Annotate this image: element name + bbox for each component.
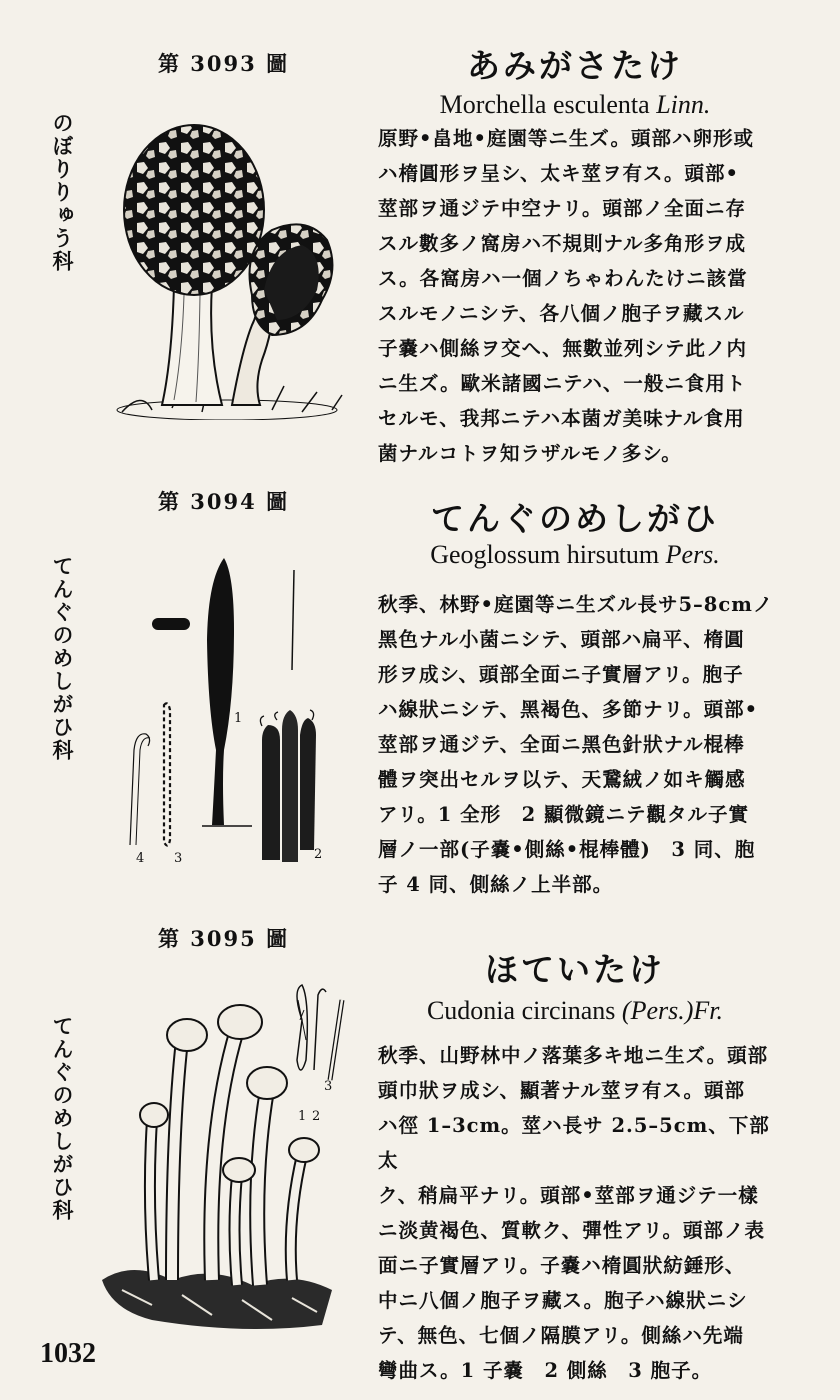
- description-3094: [378, 587, 780, 902]
- desc-line: 層ノ一部(子嚢•側絲•棍棒體) 3 同、胞: [378, 838, 756, 861]
- family-label-3093: のぼりりゅう科: [50, 112, 75, 273]
- desc-line: ニ生ズ。歐米諸國ニテハ、一般ニ食用ト: [378, 372, 747, 395]
- figure-label-3: 3: [324, 1079, 333, 1094]
- desc-line: 子 4 同、側絲ノ上半部。: [378, 873, 614, 896]
- geoglossum-illustration: [112, 550, 352, 870]
- sci-genus-species: Geoglossum hirsutum: [430, 540, 660, 569]
- figure-number-3094: 第 3094 圖: [158, 489, 290, 514]
- desc-line: ハ線狀ニシテ、黑褐色、多節ナリ。頭部•: [378, 698, 759, 721]
- description-3093: [378, 121, 780, 471]
- desc-line: ク、稍扁平ナリ。頭部•莖部ヲ通ジテ一樣: [378, 1184, 759, 1207]
- figure-label-2: 2: [312, 1109, 321, 1124]
- desc-line: 頭巾狀ヲ成シ、顯著ナル莖ヲ有ス。頭部: [378, 1079, 746, 1102]
- description-3095: [378, 1038, 780, 1388]
- entry-title-3094: てんぐのめしがひ: [431, 499, 719, 538]
- cudonia-illustration: [92, 980, 352, 1340]
- desc-line: 子嚢ハ側絲ヲ交ヘ、無數並列シテ此ノ内: [378, 337, 748, 360]
- desc-line: アリ。1 全形 2 顯微鏡ニテ觀タル子實: [378, 803, 749, 826]
- entry-title-3095: ほていたけ: [485, 950, 665, 989]
- desc-line: 莖部ヲ通ジテ、全面ニ黑色針狀ナル棍棒: [378, 733, 745, 756]
- page-number: 1032: [40, 1338, 96, 1369]
- figure-label-3: 3: [174, 851, 183, 866]
- morchella-illustration: [112, 120, 352, 420]
- desc-line: 面ニ子實層アリ。子嚢ハ楕圓狀紡錘形、: [378, 1254, 746, 1277]
- desc-line: スル數多ノ窩房ハ不規則ナル多角形ヲ成: [378, 232, 747, 255]
- scientific-name-3095: [355, 996, 795, 1026]
- desc-line: 莖部ヲ通ジテ中空ナリ。頭部ノ全面ニ存: [378, 197, 747, 220]
- desc-line: ス。各窩房ハ一個ノちゃわんたけニ該當: [378, 267, 748, 290]
- figure-label-1: 1: [298, 1109, 307, 1124]
- sci-author: (Pers.)Fr.: [621, 996, 724, 1025]
- figure-label-4: 4: [136, 851, 145, 866]
- desc-line: ニ淡黄褐色、質軟ク、彈性アリ。頭部ノ表: [378, 1219, 765, 1242]
- sci-author: Linn.: [656, 90, 711, 119]
- desc-line: セルモ、我邦ニテハ本菌ガ美味ナル食用: [378, 407, 745, 430]
- desc-line: スルモノニシテ、各八個ノ胞子ヲ藏スル: [378, 302, 745, 325]
- figure-number-3093: 第 3093 圖: [158, 51, 290, 76]
- scientific-name-3094: [355, 540, 795, 570]
- desc-line: 形ヲ成シ、頭部全面ニ子實層アリ。胞子: [378, 663, 744, 686]
- desc-line: 彎曲ス。1 子嚢 2 側絲 3 胞子。: [378, 1359, 713, 1382]
- figure-label-2: 2: [314, 847, 323, 862]
- sci-genus-species: Cudonia circinans: [426, 996, 616, 1025]
- desc-line: テ、無色、七個ノ隔膜アリ。側絲ハ先端: [378, 1324, 744, 1347]
- desc-line: ハ徑 1–3cm。莖ハ長サ 2.5–5cm、下部太: [378, 1114, 770, 1172]
- family-label-3095: てんぐのめしがひ科: [50, 1015, 75, 1222]
- desc-line: 中ニ八個ノ胞子ヲ藏ス。胞子ハ線狀ニシ: [378, 1289, 748, 1312]
- desc-line: 原野•畠地•庭園等ニ生ズ。頭部ハ卵形或: [378, 127, 755, 150]
- sci-genus-species: Morchella esculenta: [439, 90, 650, 119]
- desc-line: 秋季、林野•庭園等ニ生ズル長サ5–8cmノ: [378, 593, 774, 616]
- sci-author: Pers.: [665, 540, 720, 569]
- scientific-name-3093: [355, 90, 795, 120]
- desc-line: 菌ナルコトヲ知ラザルモノ多シ。: [378, 442, 682, 465]
- desc-line: ハ楕圓形ヲ呈シ、太キ莖ヲ有ス。頭部•: [378, 162, 739, 185]
- entry-title-3093: あみがさたけ: [467, 46, 683, 85]
- desc-line: 體ヲ突出セルヲ以テ、天鵞絨ノ如キ觸感: [378, 768, 746, 791]
- figure-number-3095: 第 3095 圖: [158, 926, 290, 951]
- desc-line: 秋季、山野林中ノ落葉多キ地ニ生ズ。頭部: [378, 1044, 769, 1067]
- desc-line: 黑色ナル小菌ニシテ、頭部ハ扁平、楕圓: [378, 628, 745, 651]
- family-label-3094: てんぐのめしがひ科: [50, 555, 75, 762]
- figure-label-1: 1: [234, 711, 243, 726]
